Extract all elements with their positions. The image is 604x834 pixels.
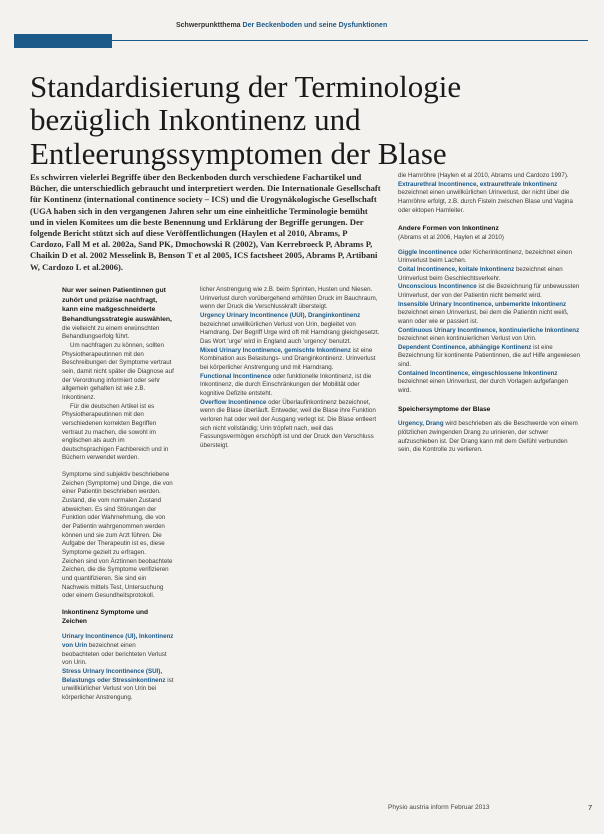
col3-term-6-text: bezeichnet einen kontinuierlichen Verlust von Urin.: [398, 335, 537, 343]
col2-term-2-text: ist eine Kombination aus Belastungs- und Dranginkontinenz. Urinverlust bei körperlicher Anstrengung und mit Harndrang.: [200, 346, 376, 371]
col1-lead: Nur wer seinen Patientinnen gut zuhört und präzise nachfragt, kann eine maßgeschneiderte Behandlungsstrategie auswählen,: [62, 287, 172, 323]
page-number: 7: [588, 803, 593, 812]
col3-term-5: Insensible Urinary Incontinence, unbemerkte Inkontinenz: [398, 300, 567, 308]
col3-subheading-2: Speichersymptome der Blase: [398, 405, 491, 413]
col3-term-4: Unconscious Incontinence: [398, 283, 477, 291]
header-blue-bar: [14, 34, 112, 48]
col3-subheading-1-sources: (Abrams et al 2006, Haylen et al 2010): [398, 233, 504, 241]
col2-term-4: Overflow Incontinence: [200, 398, 267, 406]
col3-para-1: die Harnröhre (Haylen et al 2010, Abrams und Cardozo 1997).: [398, 172, 569, 179]
col1-term-2: Stress Urinary Incontinence (SUI), Belastungs oder Stressinkontinenz: [62, 667, 166, 684]
column-3: [398, 172, 580, 455]
col2-term-1-text: bezeichnet unwillkürlichen Verlust von Urin, begleitet von Harndrang. Der Begriff Urge wird oft mit Harndrang gleichgesetzt. Das Wort 'urge' wird in England auch 'urgency' benutzt.: [200, 320, 380, 345]
col3-term-2: Giggle Incontinence: [398, 248, 458, 256]
header-rule: [112, 40, 588, 41]
col3-term-7: Dependent Continence, abhängige Kontinenz: [398, 343, 532, 351]
col2-term-1: Urgency Urinary Incontinence (UUI), Dranginkontinenz: [200, 311, 361, 319]
col2-term-3-text: oder funktionelle Inkontinenz, ist die Inkontinenz, die durch Einschränkungen der Mobilität oder kognitive Defizite entsteht.: [200, 372, 372, 397]
footer-journal: Physio austria inform Februar 2013: [388, 804, 490, 811]
col1-term-1-text: bezeichnet einen beobachteten oder berichteten Verlust von Urin.: [62, 641, 167, 667]
article-title: Standardisierung der Terminologie bezüglich Inkontinenz und Entleerungssymptomen der Blase: [30, 69, 462, 171]
col3-term-7-text: ist eine Bezeichnung für kontinente Patientinnen, die auf Hilfe angewiesen sind.: [398, 343, 580, 369]
col3-term-1: Extraurethral Incontinence, extraurethrale Inkontinenz: [398, 180, 558, 188]
col1-para-3: Symptome sind subjektiv beschriebene Zeichen (Symptome) und Dinge, die von einer Patientin beschrieben werden. Zustand, die vom normalen Zustand abweichen. Es sind Störungen der Funktion oder Wahrnehmung, die von der Patientin wahrgenommen werden können und sie zum Arzt führen. Die Aufgabe der Therapeutin ist es, diese Symptome gezielt zu erfragen.: [62, 471, 173, 557]
col3-term-9-text: wird beschrieben als die Beschwerde von einem plötzlichen zwingenden Drang zu urinieren, der schwer aufzuschieben ist. Der Drang kann mit dem Gefühl verbunden sein, die Kontrolle zu verlieren.: [398, 420, 578, 454]
col1-para-1: Um nachfragen zu können, sollten Physiotherapeutinnen mit den Beschreibungen der Symptome vertraut sein, damit nicht später die Diagnose auf der Verordnung informiert oder sehr allgemein gehalten ist wie z.B. Inkontinenz.: [62, 341, 174, 401]
col1-para-4: Zeichen sind von Ärztinnen beobachtete Zeichen, die die Symptome verifizieren und quantifizieren. Sie sind ein Nachweis mittels Test, Untersuchung oder einem Gesundheitsprotokoll.: [62, 557, 173, 600]
col1-term-1: Urinary Incontinence (UI), Inkontinenz von Urin: [62, 633, 174, 649]
col3-term-3-text: bezeichnet einen Urinverlust beim Geschlechtsverkehr.: [398, 265, 563, 282]
col3-term-5-text: bezeichnet einen Urinverlust, bei dem die Patientin nicht weiß, wann oder wie er passiert ist.: [398, 309, 569, 325]
col3-subheading-1: Andere Formen von Inkontinenz: [398, 225, 499, 233]
kicker-topic: Der Beckenboden und seine Dysfunktionen: [242, 22, 388, 29]
col1-term-2-text: ist unwillkürlicher Verlust von Urin bei körperlicher Anstrengung.: [62, 676, 174, 701]
col2-para-1: licher Anstrengung wie z.B. beim Sprinten, Husten und Niesen. Urinverlust durch vorübergehend erhöhten Druck im Bauchraum, wenn der Druck die Verschlusskraft übersteigt.: [200, 286, 378, 311]
col2-term-4-text: oder Überlaufinkontinenz bezeichnet, wenn die Blase überläuft. Entweder, weil die Blase ihre Funktion verloren hat oder weil der Ausgang verlegt ist. Die Blase entleert sich nicht vollständig; Urin tröpfelt nach, weil das Fassungsvermögen erschöpft ist und der Druck den Verschluss übersteigt.: [200, 398, 377, 449]
col2-term-2: Mixed Urinary Incontinence, gemischte Inkontinenz: [200, 346, 351, 354]
col3-term-6: Continuous Urinary Incontinence, kontinuierliche Inkontinenz: [398, 326, 580, 334]
col1-lead-rest: die vielleicht zu einem erwünschten Behandlungserfolg führt.: [62, 324, 160, 341]
column-2: [200, 286, 380, 450]
article-intro: Es schwirren vielerlei Begriffe über den Beckenboden durch verschiedene Fachartikel und Bücher, die unterschiedlich gebraucht und interpretiert werden. Die Internationale Gesellschaft für Kontinenz (international continence society – ICS) und die Urogynäkologische Gesellschaft (UGA haben sich in den vergangenen Jahren sehr um eine einheitliche Terminologie bemüht und in vielen Komitees um die beste Benennung und Erklärung der Begriffe gerungen. Der folgende Bericht stützt sich auf diese Veröffentlichungen (Haylen et al 2010, Abrams, P Cardozo, Fall M et al. 2002a, Sand PK, Dmochowski R (2002), Van Kerrebroeck P, Abrams P, Chaikin D et al. 2002 Messelink B, Benson T et al 2005, ICS factsheet 2005, Abrams P, Artibani W, Cardozo L et al.2006).: [30, 172, 381, 272]
column-1: [62, 286, 174, 703]
col3-term-8-text: bezeichnet einen Urinverlust, der durch Vorlagen aufgefangen wird.: [398, 378, 568, 395]
col2-term-3: Functional Incontinence: [200, 372, 272, 380]
kicker-prefix: Schwerpunktthema: [176, 22, 241, 29]
section-kicker: [176, 22, 387, 29]
col3-term-1-text: bezeichnet einen unwillkürlichen Urinverlust, der nicht über die Harnröhre erfolgt, z.B. durch Fisteln zwischen Blase und Vagina oder ektopen Harnleiter.: [398, 189, 573, 214]
col3-term-9: Urgency, Drang: [398, 420, 444, 428]
col3-term-2-text: oder Kicherinkontinenz, bezeichnet einen Urinverlust beim Lachen.: [398, 248, 573, 265]
col3-term-8: Contained Incontinence, eingeschlossene Inkontinenz: [398, 369, 558, 377]
col1-subheading: Inkontinenz Symptome und Zeichen: [62, 608, 149, 625]
col3-term-3: Coital Incontinence, koitale Inkontinenz: [398, 265, 515, 273]
col3-term-4-text: ist die Bezeichnung für unbewussten Urinverlust, der von der Patientin nicht bemerkt wird.: [398, 283, 580, 299]
col1-para-2: Für die deutschen Artikel ist es Physiotherapeutinnen mit den verschiedenen korrekten Begriffen vertraut zu machen, die sowohl im englischen als auch im deutschsprachigen Fachbereich und in Büchern verwendet werden.: [62, 402, 169, 462]
